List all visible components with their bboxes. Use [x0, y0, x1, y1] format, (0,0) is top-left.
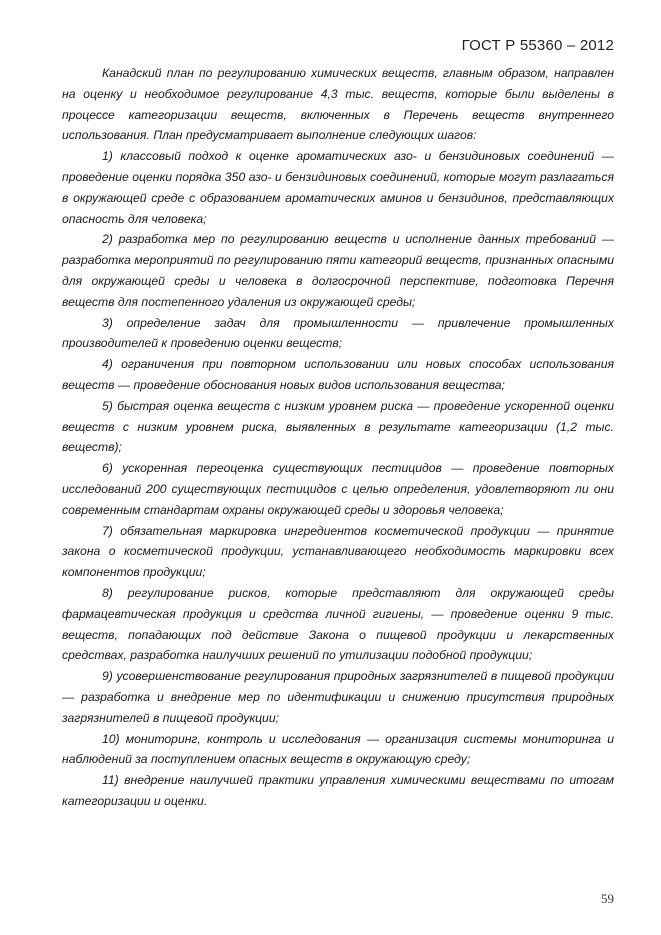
- list-item-3: 3) определение задач для промышленности — привлечение промышленных производителей к проведению оценки веществ;: [62, 315, 614, 351]
- list-item-1: 1) классовый подход к оценке ароматических азо- и бензидиновых соединений — проведение оценки порядка 350 азо- и бензидиновых соединений, которые могут разлагаться в окружающей среде с образованием ароматических аминов и бензидинов, представляющих опасность для человека;: [62, 149, 614, 226]
- list-item-2: 2) разработка мер по регулированию веществ и исполнение данных требований — разработка мероприятий по регулированию пяти категорий веществ, признанных опасными для окружающей среды и человека в долгосрочной перспективе, подготовка Перечня веществ для постепенного удаления из окружающей среды;: [62, 232, 614, 309]
- document-body: [62, 63, 614, 812]
- intro-paragraph: Канадский план по регулированию химических веществ, главным образом, направлен на оценку и необходимое регулирование 4,3 тыс. веществ, которые были выделены в процессе категоризации веществ, включенных в Перечень веществ внутреннего использования. План предусматривает выполнение следующих шагов:: [62, 66, 614, 143]
- standard-header: ГОСТ Р 55360 – 2012: [461, 37, 614, 54]
- list-item-4: 4) ограничения при повторном использовании или новых способах использования веществ — проведение обоснования новых видов использования вещества;: [62, 357, 614, 392]
- list-item-6: 6) ускоренная переоценка существующих пестицидов — проведение повторных исследований 200 существующих пестицидов с целью определения, удовлетворяют ли они современным стандартам охраны окружающей среды и здоровья человека;: [62, 461, 614, 517]
- page-number: 59: [601, 891, 614, 906]
- list-item-8: 8) регулирование рисков, которые представляют для окружающей среды фармацевтическая продукция и средства личной гигиены, — проведение оценки 9 тыс. веществ, попадающих под действие Закона о пищевой продукции и лекарственных средствах, разработка наилучших решений по утилизации подобной продукции;: [62, 585, 614, 663]
- list-item-7: 7) обязательная маркировка ингредиентов косметической продукции — принятие закона о косметической продукции, устанавливающего необходимость маркировки всех компонентов продукции;: [62, 523, 614, 580]
- list-item-5: 5) быстрая оценка веществ с низким уровнем риска — проведение ускоренной оценки веществ с низким уровнем риска, выявленных в результате категоризации (1,2 тыс. веществ);: [62, 398, 614, 455]
- list-item-9: 9) усовершенствование регулирования природных загрязнителей в пищевой продукции — разработка и внедрение мер по идентификации и снижению присутствия природных загрязнителей в пищевой продукции;: [62, 669, 614, 725]
- list-item-10: 10) мониторинг, контроль и исследования — организация системы мониторинга и наблюдений за поступлением опасных веществ в окружающую среду;: [62, 731, 614, 767]
- list-item-11: 11) внедрение наилучшей практики управления химическими веществами по итогам категоризации и оценки.: [62, 773, 614, 808]
